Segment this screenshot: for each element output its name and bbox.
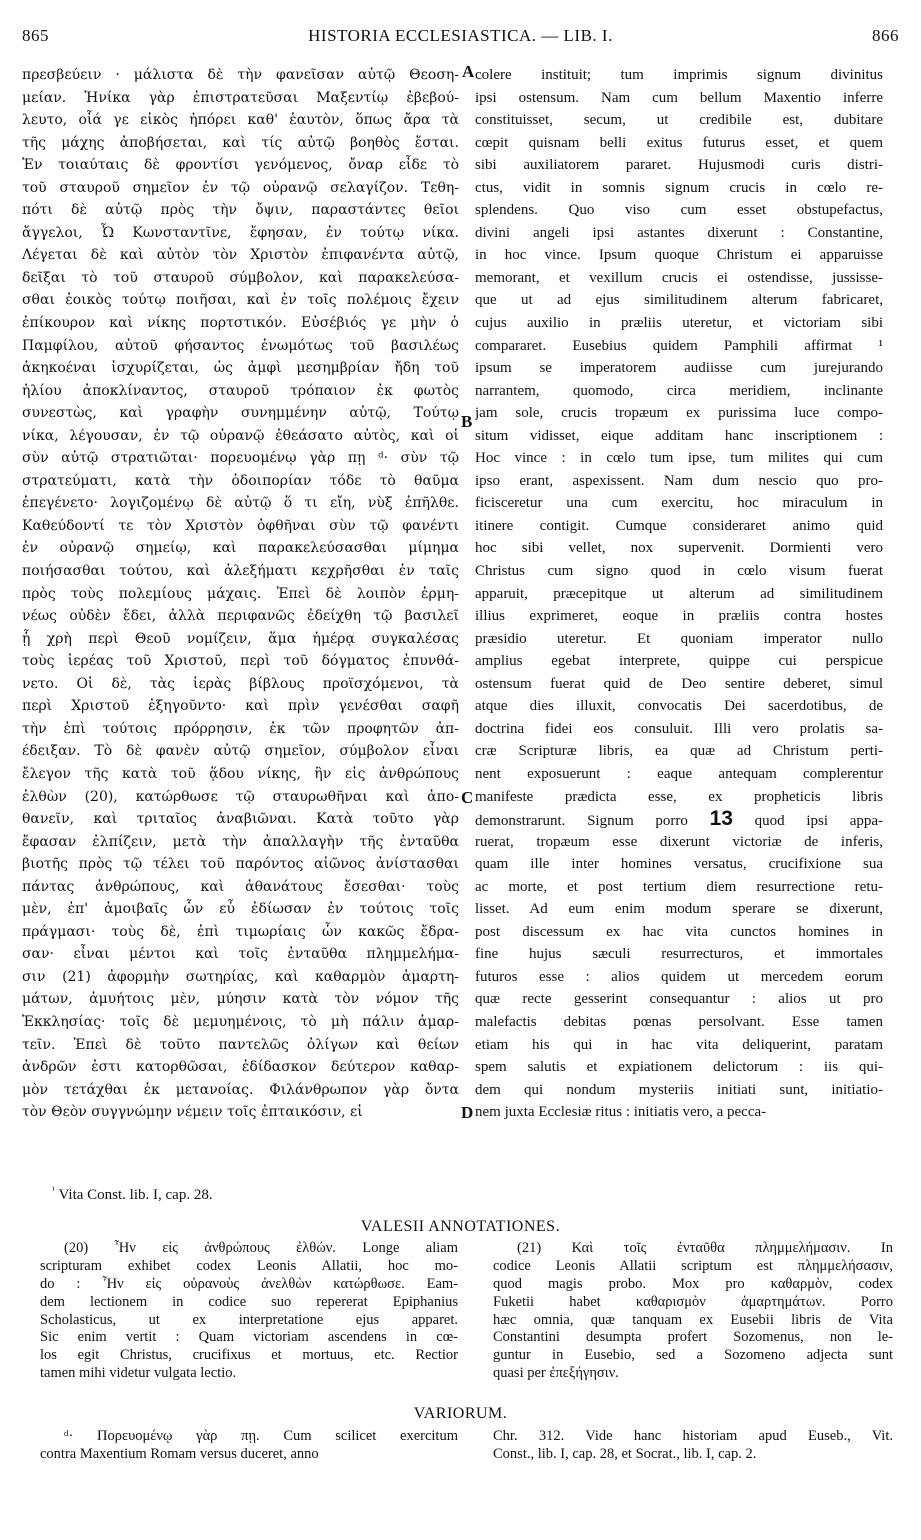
latin-line: splendens. Quo viso cum esset obstupefactus, <box>475 202 883 219</box>
greek-line: Ἐν τοιαύταις δὲ φροντίσι γενόμενος, ὄναρ εἶδε τὸ <box>22 157 459 174</box>
greek-line: πράγμασι· τοὺς δὲ, ἐπὶ τιμωρίαις ὧν κακῶς ἔδρα- <box>22 923 459 940</box>
latin-line: cujus auxilio in præliis uteretur, et victoriam sibi <box>475 315 883 332</box>
note-line: guntur in Eusebio, sed a Sozomeno adjecta sunt <box>493 1347 893 1364</box>
greek-line: συνεστὼς, καὶ γραφὴν συνημμένην αὐτῷ, Τούτῳ <box>22 405 459 422</box>
greek-line: νίκα, λέγουσαν, ἐν τῷ οὐρανῷ ἐθεάσατο αὐτὸς, καὶ οἱ <box>22 427 459 444</box>
latin-line: nem juxta Ecclesiæ ritus : initiatis vero, a pecca- <box>475 1104 767 1121</box>
latin-line: post discessum ex hac vita cunctos homines in <box>475 923 883 940</box>
greek-line: μείαν. Ἡνίκα γὰρ ἐπιστρατεῦσαι Μαξεντίῳ ἐβεβού- <box>22 89 459 106</box>
latin-line: præsidio uteretur. Et quoniam imperator nullo <box>475 630 883 647</box>
column-number-13: 13 <box>709 808 733 831</box>
variorum-note-right <box>493 1428 893 1464</box>
greek-line: ποιήσασθαι τούτου, καὶ ἀλεξήματι κεχρῆσθαι ἐν ταῖς <box>22 563 459 580</box>
latin-line: atque dies illuxit, convocatis Dei sacerdotibus, de <box>475 698 883 715</box>
latin-line: illius exprimeret, eoque in præliis contra hostes <box>475 608 883 625</box>
note-line: Chr. 312. Vide hanc historiam apud Euseb., Vit. <box>493 1428 893 1444</box>
note-line: ᵈ· Πορευομένῳ γὰρ πῃ. Cum scilicet exercitum <box>64 1428 458 1444</box>
greek-line: σὺν αὐτῷ στρατιῶται· πορευομένῳ γὰρ πῃ ᵈ· σὺν τῷ <box>22 450 459 467</box>
valesii-title: VALESII ANNOTATIONES. <box>360 1218 561 1235</box>
valesii-note-21 <box>493 1240 893 1383</box>
latin-line: ctus, vidit in somnis signum crucis in cœlo re- <box>475 179 883 196</box>
latin-line: ipso erant, aspexissent. Nam dum nescio quo pro- <box>475 472 883 489</box>
note-line: Sic enim vertit : Quam victoriam ascendens in cœ- <box>40 1329 458 1346</box>
latin-line: compararet. Eusebius quidem Pamphili affirmat ¹ <box>475 337 883 354</box>
note-line: Scholasticus, ut ex interpretatione ejus apparet. <box>40 1311 458 1328</box>
greek-line: δεῖξαι τὸ τοῦ σταυροῦ σύμβολον, καὶ παρακελεύσα- <box>22 269 459 286</box>
margin-marker-c: C <box>461 788 474 807</box>
note-line: do : Ἦν εἰς οὐρανοὺς ἀνελθὼν κατώρθωσε. Eam- <box>40 1275 458 1292</box>
latin-line: doctrina fidei eos consuluit. Illi vero prolatis sa- <box>475 720 883 737</box>
variorum-note-left <box>40 1428 458 1464</box>
note-line: quasi per ἐπεξήγησιν. <box>493 1365 619 1382</box>
greek-line: ἀκηκοέναι ἰσχυρίζεται, ὡς ἀμφὶ μεσημβρίαν ἤδη τοῦ <box>22 360 459 377</box>
greek-line: Παμφίλου, αὐτοῦ φήσαντος ἐνωμότως τοῦ βασιλέως <box>22 337 459 354</box>
note-line: contra Maxentium Romam versus duceret, anno <box>40 1445 319 1462</box>
latin-line: ostensum fuerat quid de Deo sentire deberet, simul <box>475 675 883 692</box>
greek-line: Ἐκκλησίας· τοῖς δὲ μεμυημένοις, τὸ μὴ πάλιν ἁμαρ- <box>22 1013 459 1030</box>
latin-line: cœpit quisnam belli exitus futurus esset, et quem <box>475 134 883 151</box>
greek-text-column <box>22 64 459 1124</box>
greek-line: μάτων, ἀμυήτοις μὲν, μύησιν κατὰ τὸν νόμον τῆς <box>22 991 459 1008</box>
greek-line: έδειξαν. Τὸ δὲ φανὲν αὐτῷ σημεῖον, σύμβολον εἶναι <box>22 743 459 760</box>
greek-line: ἡλίου ἀποκλίναντος, σταυροῦ τρόπαιον ἐκ φωτὸς <box>22 382 459 399</box>
latin-line: divini angeli ipsi astantes dixerunt : Constantine, <box>475 224 883 241</box>
note-line: tamen mihi videtur vulgata lectio. <box>40 1365 237 1382</box>
latin-line: lisset. Ad eum enim modum sperare se dixerunt, <box>475 901 883 918</box>
note-line: Const., lib. I, cap. 28, et Socrat., lib. I, cap. 2. <box>493 1445 757 1462</box>
latin-line: colere instituit; tum imprimis signum divinitus <box>475 67 883 83</box>
greek-line: ἐλθὼν (20), κατώρθωσε τῷ σταυρωθῆναι καὶ ἀπο- <box>22 788 459 805</box>
page-number-right: 866 <box>872 26 899 45</box>
greek-line: ἔφασαν ἐλπίζειν, μετὰ τὴν ἀπαλλαγὴν τῆς ἐνταῦθα <box>22 833 459 850</box>
latin-line: etiam his qui in hac vita deliquerint, paratam <box>475 1036 883 1053</box>
latin-line: quæ recte gesserint consequantur : alios ut pro <box>475 991 883 1008</box>
greek-line: νέως οὐδὲν ἔδει, ἀλλὰ περιφανῶς ἐδείχθη τῷ βασιλεῖ <box>22 608 459 625</box>
footnote-mark: ¹ <box>52 1185 55 1196</box>
greek-line: ἐπεγένετο· λογιζομένῳ δὲ αὐτῷ ὅ τι εἴη, νὺξ ἐπῆλθε. <box>22 495 459 512</box>
greek-line: νετο. Οἱ δὲ, τὰς ἱερὰς βίβλους προϊσχόμενοι, τὰ <box>22 675 459 692</box>
latin-line: itinere contigit. Cumque consideraret animo quid <box>475 517 883 534</box>
latin-line: malefactis debitas pœnas persolvant. Esse tamen <box>475 1013 883 1030</box>
greek-line: πρεσβεύειν · μάλιστα δὲ τὴν φανεῖσαν αὐτῷ Θεοση- <box>22 67 459 83</box>
latin-line: memorant, et vexillum crucis ei ostendisse, jussisse- <box>475 269 883 286</box>
latin-line: apparuit, præcepitque ut alterum ad similitudinem <box>475 585 883 602</box>
greek-line: τὸν Θεὸν συγγνώμην νέμειν τοῖς ἐπταικόσιν, εἰ <box>22 1104 363 1121</box>
greek-line: ἔλεγον τῆς κατὰ τοῦ ᾅδου νίκης, ἣν εἰς ἀνθρώπους <box>22 765 459 782</box>
margin-marker-b: B <box>461 412 473 431</box>
greek-line: τεῖν. Ἐπεὶ δὲ τοῦτο παντελῶς ὀλίγων καὶ θείων <box>22 1036 459 1053</box>
greek-line: μὲν, ἐπ' ἀμοιβαῖς ὧν εὖ ἐδίωσαν ἐν τούτοις τοῖς <box>22 901 459 918</box>
greek-line: σθαι ἐοικὸς τούτῳ ποιῆσαι, καὶ ἐν τοῖς πολέμοις ἔχειν <box>22 292 459 309</box>
latin-line: constituisset, secum, ut credibile est, dubitare <box>475 112 883 129</box>
greek-line: σιν (21) ἀφορμὴν σωτηρίας, καὶ καθαρμὸν ἁμαρτη- <box>22 968 459 985</box>
latin-line: ac morte, et post tertium diem resurrectione retu- <box>475 878 883 895</box>
latin-line: manifeste prædicta esse, ex propheticis libris <box>475 788 883 805</box>
page-number-left: 865 <box>22 26 49 45</box>
latin-line: in hoc vince. Ipsum quoque Christum ei apparuisse <box>475 247 883 264</box>
latin-text-column <box>475 64 883 1124</box>
latin-line: ipsi ostensum. Nam cum bellum Maxentio inferre <box>475 89 883 106</box>
greek-line: τοῦ σταυροῦ σημεῖον ἐν τῷ οὐρανῷ σελαγίζον. Τεθη- <box>22 179 459 196</box>
greek-line: σαν· εἶναι μέντοι καὶ τοῖς ἐνταῦθα πλημμελήμα- <box>22 946 459 963</box>
greek-line: λευτο, οἷά γε εἰκὸς ἠπόρει καθ' ἑαυτὸν, ὅπως ἄρα τὰ <box>22 112 459 129</box>
note-line: Constantini desumpta profert Sozomenus, non le- <box>493 1329 893 1346</box>
latin-line: ruerat, tropæum esse dixerunt victoriæ de inferis, <box>475 833 883 850</box>
greek-line: πότι δὲ αὐτῷ πρὸς τὴν ὄψιν, παραστάντες θεῖοι <box>22 202 459 219</box>
note-line: Fuketii habet καθαρισμὸν ἁμαρτημάτων. Porro <box>493 1293 893 1310</box>
greek-line: βιοτῆς πρὸς τῷ τέλει τοῦ παρόντος αἰῶνος ἀνίστασθαι <box>22 856 459 873</box>
latin-line: spem salutis et expiationem delictorum : iis qui- <box>475 1059 883 1076</box>
variorum-title: VARIORUM. <box>413 1405 508 1422</box>
latin-line: amplius egebat interprete, quippe cui perspicue <box>475 653 883 670</box>
latin-line-part: demonstrarunt. Signum porro <box>475 813 688 830</box>
latin-line <box>475 808 883 831</box>
latin-line: cræ Scripturæ libris, ea quæ ad Christum perti- <box>475 743 883 760</box>
footnote-text: Vita Const. lib. I, cap. 28. <box>58 1187 213 1203</box>
running-title: HISTORIA ECCLESIASTICA. — LIB. I. <box>308 26 613 45</box>
greek-line: πρὸς τοὺς πολεμίους μάχαις. Ἐπεὶ δὲ λοιπὸν ἑρμη- <box>22 585 459 602</box>
latin-line: dem qui nondum mysteriis initiati sunt, initiatio- <box>475 1081 883 1098</box>
note-line: codice Leonis Allatii scriptum est πλημμελήσασιν, <box>493 1257 893 1274</box>
greek-line: στρατεύματι, κατὰ τὴν ὁδοιπορίαν τόδε τὸ θαῦμα <box>22 472 459 489</box>
note-line: dem lectionem in codice suo repererat Epiphanius <box>40 1293 458 1310</box>
latin-line: futuros esse : alios quidem ut mercedem eorum <box>475 968 883 985</box>
latin-line: ipsum se imperatorem audiisse cum jurejurando <box>475 360 883 377</box>
latin-line: hoc sibi vellet, nox supervenit. Dormienti vero <box>475 540 883 557</box>
latin-line: quam ille inter homines versatus, crucifixione sua <box>475 856 883 873</box>
running-header <box>22 26 899 52</box>
margin-marker-d: D <box>461 1103 474 1122</box>
note-line: scripturam exhibet codex Leonis Allatii, hoc mo- <box>40 1257 458 1274</box>
greek-line: ἀνδρῶν ἐστι κατορθῶσαι, ἐδίδασκον δεύτερον καθαρ- <box>22 1059 459 1076</box>
latin-line: jam sole, crucis tropæum ex purissima luce compo- <box>475 405 883 422</box>
margin-marker-a: A <box>462 62 475 81</box>
greek-line: μὸν τετάχθαι ἐκ μετανοίας. Φιλάνθρωπον γὰρ ὄντα <box>22 1081 459 1098</box>
note-line: quod magis probo. Mox pro καθαρμὸν, codex <box>493 1275 893 1292</box>
greek-line: Λέγεται δὲ καὶ αὐτὸν τὸν Χριστὸν ἐπιφανέντα αὐτῷ, <box>22 247 459 264</box>
latin-line: Hoc vince : in cœlo tum ipse, tum milites qui cum <box>475 450 883 467</box>
note-line: los egit Christus, crucifixus et mortuus, etc. Rectior <box>40 1347 458 1364</box>
latin-line-part: quod ipsi appa- <box>754 813 883 830</box>
greek-line: ᾗ χρὴ περὶ Θεοῦ νομίζειν, ἅμα ἡμέρᾳ συγκαλέσας <box>22 630 459 647</box>
footnote <box>52 1185 213 1204</box>
greek-line: Καθεύδοντί τε τὸν Χριστὸν ὀφθῆναι σὺν τῷ φανέντι <box>22 517 459 534</box>
latin-line: sibi auxiliatorem pararet. Hujusmodi curis distri- <box>475 157 883 174</box>
latin-line: Christus cum signo quod in cœlo visum fuerat <box>475 563 883 580</box>
latin-line: fine hujus sæculi resurrecturos, et immortales <box>475 946 883 963</box>
greek-line: θανεῖν, καὶ τριταῖος ἀναβιῶναι. Κατὰ τοῦτο γὰρ <box>22 811 459 828</box>
greek-line: περὶ Χριστοῦ ἐξηγοῦντο· καὶ πρὶν γενέσθαι σαφῆ <box>22 698 459 715</box>
greek-line: ἐν οὐρανῷ σημείῳ, καὶ παρακελεύσασθαι μίμημα <box>22 540 459 557</box>
note-line: hæc omnia, quæ tanquam ex Eusebii libris de Vita <box>493 1311 893 1328</box>
greek-line: ἐπίκουρον καὶ νίκης πορτστικόν. Εὐσέβιός γε μὴν ὁ <box>22 315 459 332</box>
greek-line: ἄγγελοι, Ὦ Κωνσταντῖνε, ἔφησαν, ἐν τούτῳ νίκα. <box>22 224 459 241</box>
note-line: (20) Ἦν εἰς ἀνθρώπους ἐλθών. Longe aliam <box>64 1240 458 1256</box>
valesii-note-20 <box>40 1240 458 1383</box>
latin-line: situm vidisset, eique additam hanc inscriptionem : <box>475 427 883 444</box>
latin-line: narrantem, quomodo, circa meridiem, inclinante <box>475 382 883 399</box>
note-line: (21) Καὶ τοῖς ἐνταῦθα πλημμελήμασιν. In <box>517 1240 893 1256</box>
latin-line: ficisceretur una cum exercitu, hoc miraculum in <box>475 495 883 512</box>
latin-line: que ut ad ejus similitudinem alterum fabricaret, <box>475 292 883 309</box>
greek-line: τῆς μάχης ἀποβήσεται, καὶ τίς αὐτῷ βοηθὸς ἔσται. <box>22 134 459 151</box>
greek-line: πάντας ἀνθρώπους, καὶ ἀθανάτους ἔσεσθαι· τοὺς <box>22 878 459 895</box>
greek-line: τοὺς ἱερέας τοῦ Χριστοῦ, περὶ τοῦ δόγματος ἐπυνθά- <box>22 653 459 670</box>
latin-line: nent exposuerunt : eaque antequam complerentur <box>475 765 883 782</box>
greek-line: τὴν ἐπὶ τούτοις πρόρρησιν, ἐκ τῶν προφητῶν ἀπ- <box>22 720 459 737</box>
